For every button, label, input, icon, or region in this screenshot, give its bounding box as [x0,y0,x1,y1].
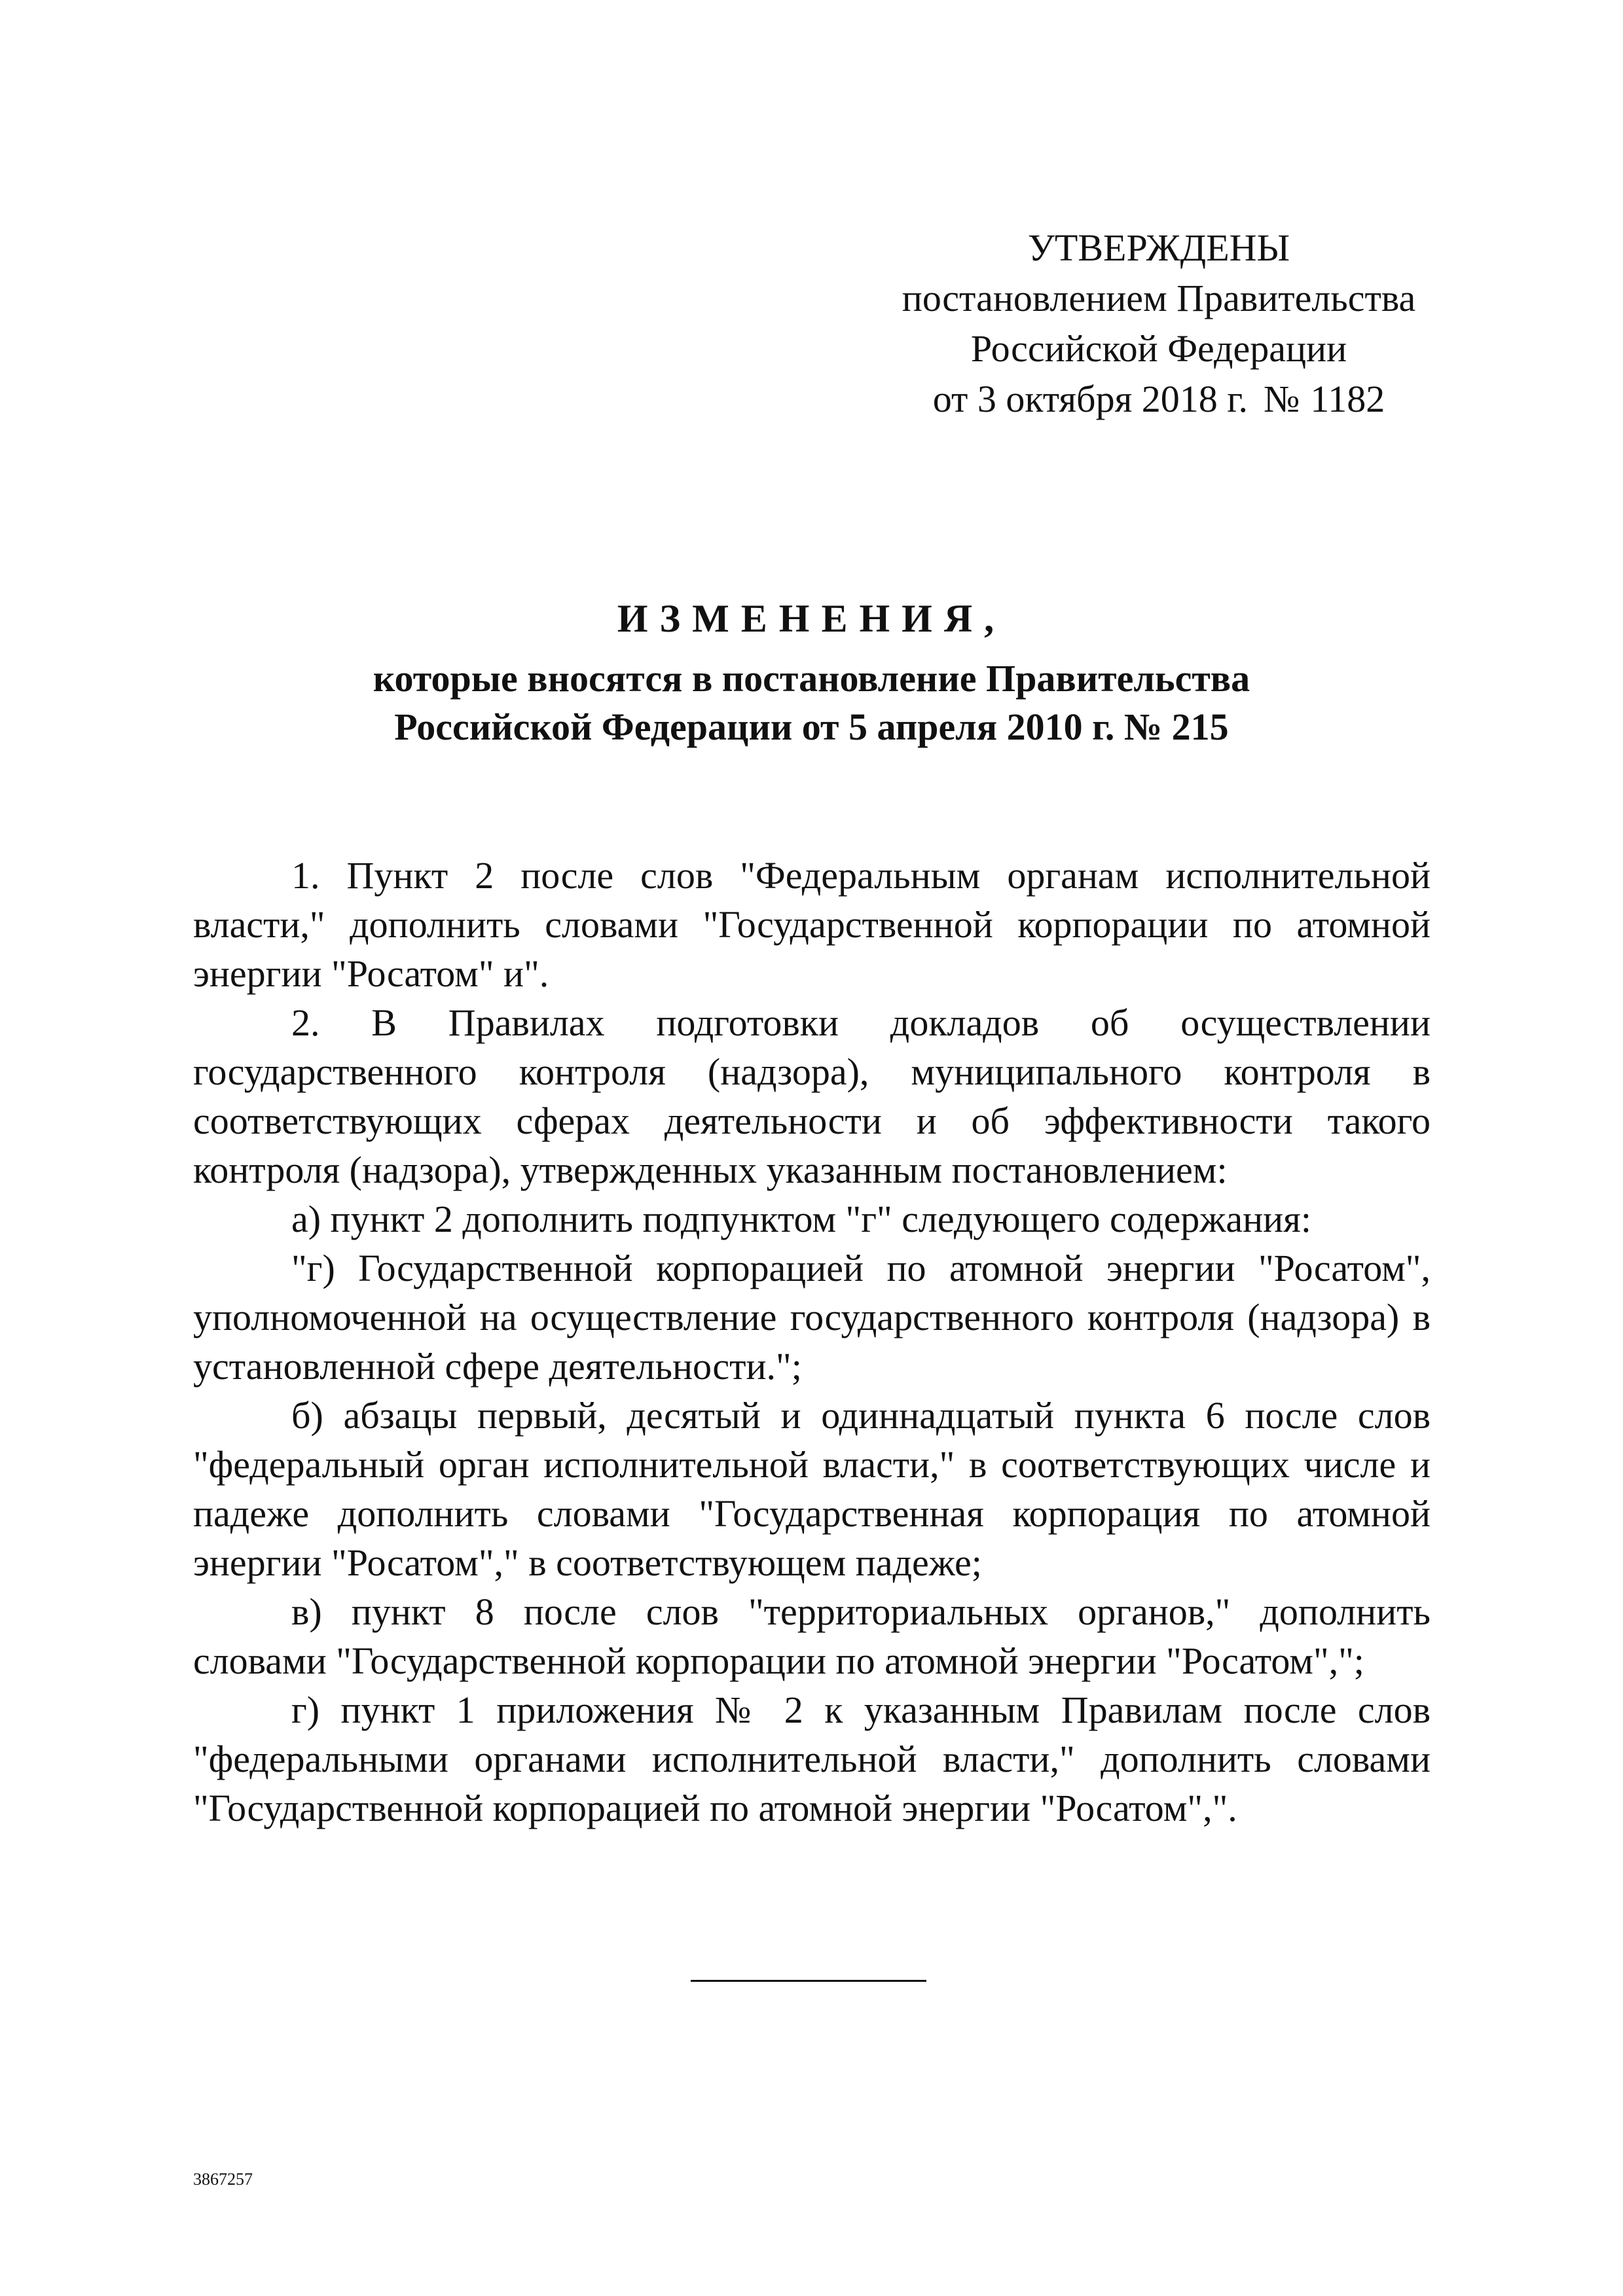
approval-heading: УТВЕРЖДЕНЫ [1027,226,1290,269]
approval-date: от 3 октября 2018 г. [932,378,1248,420]
document-body [193,851,1431,1833]
paragraph-2: 2. В Правилах подготовки докладов об осуществлении государственного контроля (надзора), муниципального контроля в соответствующих сферах деятельности и об эффективности такого контроля (надзора), утвержденных указанным постановлением: [193,1001,1431,1191]
document-title: ИЗМЕНЕНИЯ, [617,597,1006,640]
paragraph-g-quote: "г) Государственной корпорацией по атомной энергии "Росатом", уполномоченной на осуществление государственного контроля (надзора) в установленной сфере деятельности."; [193,1247,1431,1388]
document-title-block [0,589,1623,751]
paragraph-v: в) пункт 8 после слов "территориальных органов," дополнить словами "Государственной корпорации по атомной энергии "Росатом","; [193,1590,1431,1682]
approval-number: 1182 [1310,378,1385,420]
approval-date-line [871,374,1447,424]
document-code: 3867257 [193,2170,253,2189]
approval-line-federation: Российской Федерации [970,327,1347,370]
paragraph-g: г) пункт 1 приложения № 2 к указанным Правилам после слов "федеральными органами исполнительной власти," дополнить словами "Государственной корпорацией по атомной энергии "Росатом",". [193,1689,1431,1829]
paragraph-1: 1. Пункт 2 после слов "Федеральным органам исполнительной власти," дополнить словами "Государственной корпорации по атомной энергии "Росатом" и". [193,854,1431,995]
closing-divider [691,1980,926,1982]
subtitle-line-2: Российской Федерации от 5 апреля 2010 г. № 215 [394,706,1229,748]
paragraph-a: а) пункт 2 дополнить подпунктом "г" следующего содержания: [291,1198,1311,1240]
approval-line-resolution: постановлением Правительства [902,277,1416,319]
subtitle-line-1: которые вносятся в постановление Правительства [373,657,1250,700]
number-sign: № [1264,378,1300,420]
paragraph-b: б) абзацы первый, десятый и одиннадцатый пункта 6 после слов "федеральный орган исполнительной власти," в соответствующих числе и падеже дополнить словами "Государственная корпорация по атомной энергии "Росатом"," в соответствующем падеже; [193,1394,1431,1584]
document-subtitle [0,655,1623,751]
approval-stamp [871,223,1447,424]
